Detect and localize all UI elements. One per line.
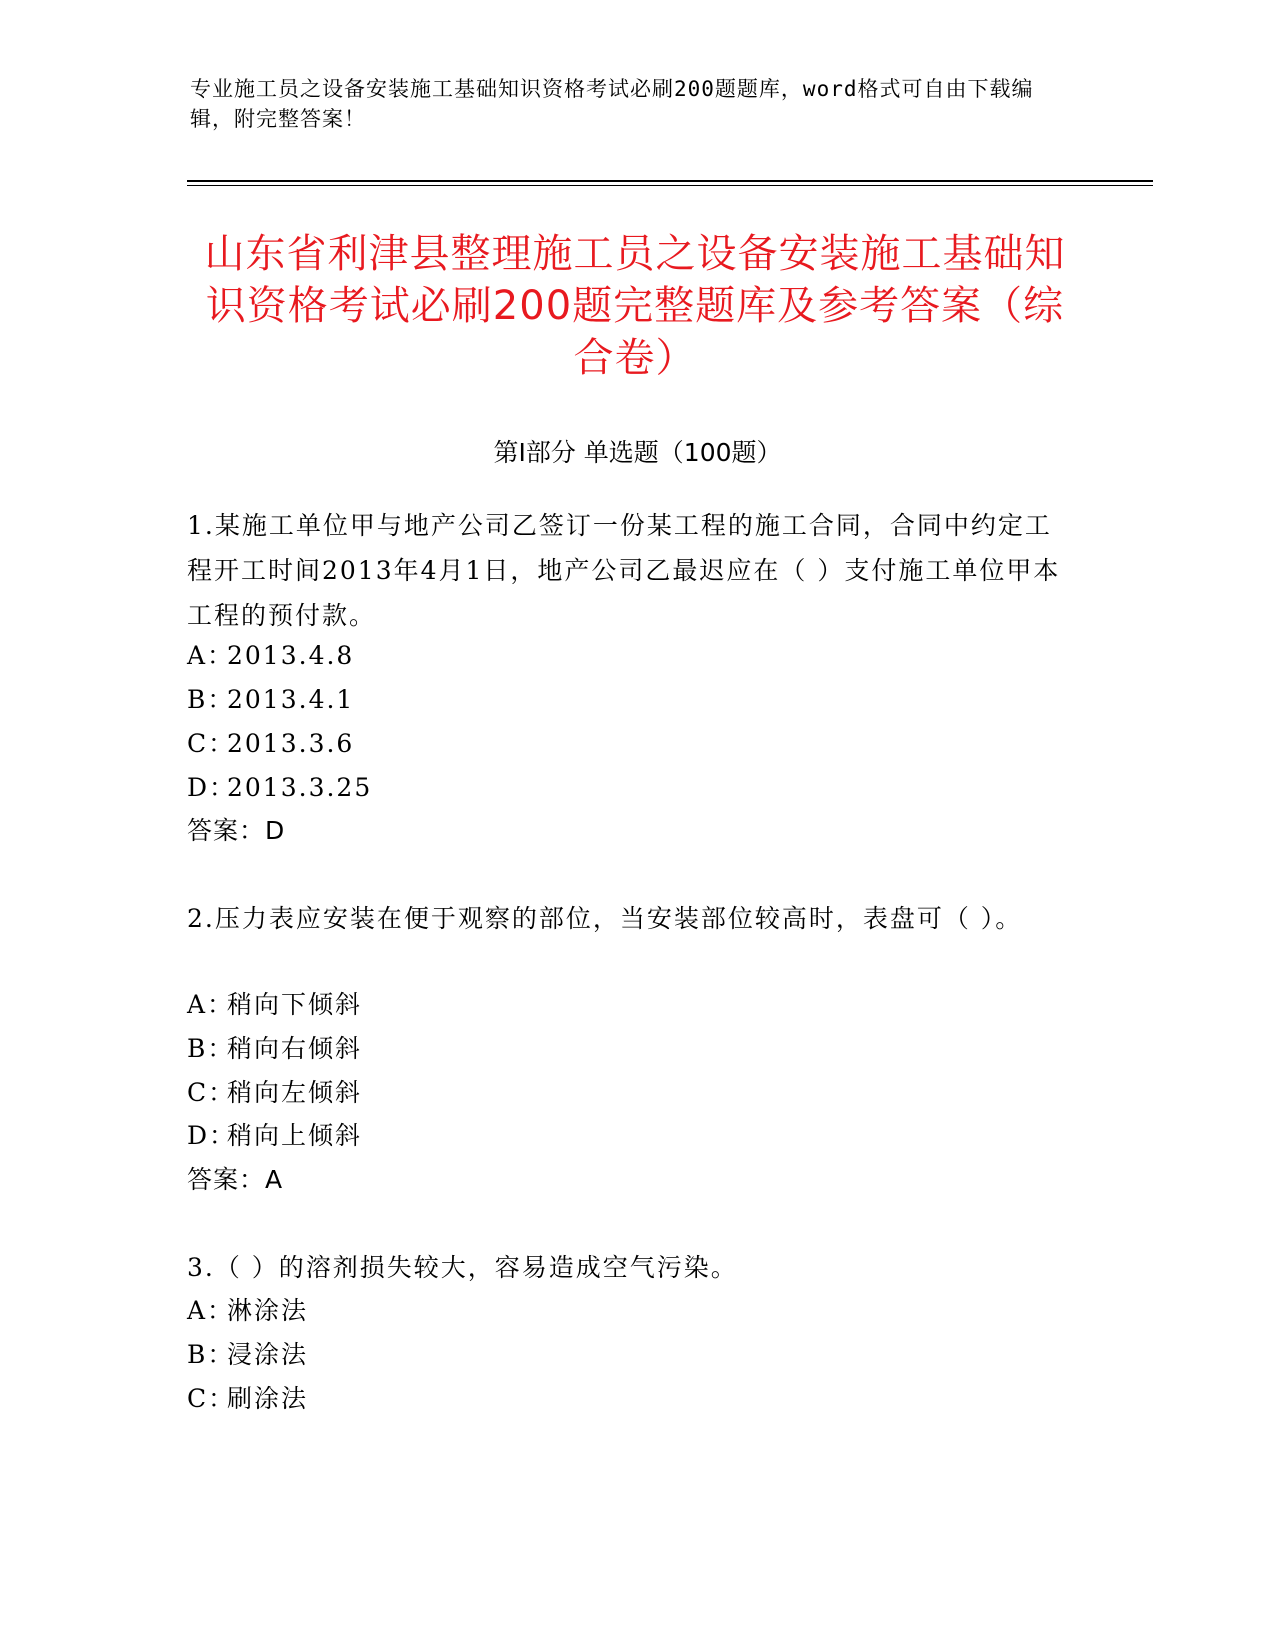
header-note: 专业施工员之设备安装施工基础知识资格考试必刷200题题库，word格式可自由下载编辑，附完整答案！: [190, 77, 1034, 131]
option-key: B：: [187, 1340, 235, 1369]
header-divider-thick: [187, 180, 1153, 182]
option-key: D：: [187, 773, 237, 802]
option-text: 稍向右倾斜: [227, 1034, 363, 1063]
option-key: A：: [187, 641, 235, 670]
option-text: 稍向左倾斜: [227, 1078, 363, 1107]
option-key: B：: [187, 685, 235, 714]
question-2-option-d: [187, 1113, 1067, 1158]
option-key: C：: [187, 729, 236, 758]
option-text: 2013.4.8: [227, 641, 355, 670]
option-text: 刷涂法: [227, 1384, 309, 1413]
option-text: 淋涂法: [227, 1296, 309, 1325]
question-2-stem: 2.压力表应安装在便于观察的部位，当安装部位较高时，表盘可（ ）。: [187, 904, 1023, 933]
option-text: 2013.3.25: [227, 773, 373, 802]
question-3-option-a: [187, 1288, 1067, 1333]
option-key: B：: [187, 1034, 235, 1063]
question-2-option-b: [187, 1026, 1067, 1071]
question-2-option-a: [187, 982, 1067, 1027]
option-key: D：: [187, 1121, 237, 1150]
question-2-answer: 答案：A: [187, 1165, 284, 1194]
question-2-option-c: [187, 1070, 1067, 1115]
option-text: 2013.3.6: [227, 729, 355, 758]
question-3-option-b: [187, 1332, 1067, 1377]
header-divider-thin: [187, 185, 1153, 186]
option-text: 2013.4.1: [227, 685, 355, 714]
question-1-option-d: [187, 765, 1067, 810]
option-text: 稍向下倾斜: [227, 990, 363, 1019]
section-title: 第I部分 单选题（100题）: [493, 438, 782, 467]
question-1-option-a: [187, 633, 1067, 678]
question-1-stem: 1.某施工单位甲与地产公司乙签订一份某工程的施工合同，合同中约定工程开工时间2013年4月1日，地产公司乙最迟应在（ ）支付施工单位甲本工程的预付款。: [187, 511, 1061, 630]
option-text: 浸涂法: [227, 1340, 309, 1369]
question-3-option-c: [187, 1376, 1067, 1421]
question-1-option-b: [187, 677, 1067, 722]
option-key: C：: [187, 1384, 236, 1413]
option-key: A：: [187, 990, 235, 1019]
option-key: A：: [187, 1296, 235, 1325]
document-title: 山东省利津县整理施工员之设备安装施工基础知识资格考试必刷200题完整题库及参考答案（综合卷）: [204, 231, 1066, 381]
option-text: 稍向上倾斜: [227, 1121, 363, 1150]
option-key: C：: [187, 1078, 236, 1107]
question-1-option-c: [187, 721, 1067, 766]
question-3-stem: 3.（ ）的溶剂损失较大，容易造成空气污染。: [187, 1253, 738, 1282]
question-1-answer: 答案：D: [187, 816, 286, 845]
